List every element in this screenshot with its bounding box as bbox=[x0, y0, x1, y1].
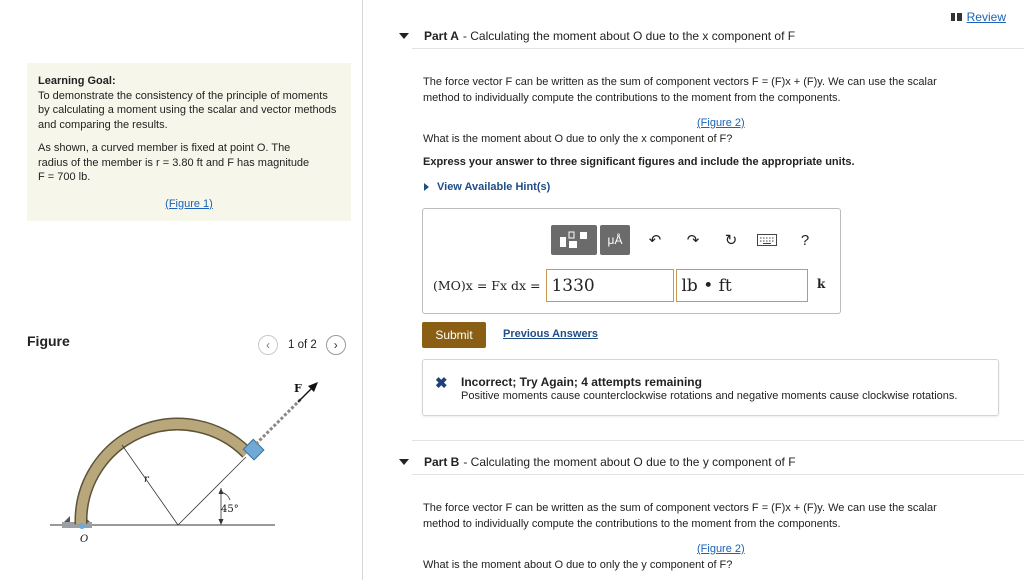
submit-button[interactable]: Submit bbox=[422, 322, 486, 348]
part-b-figure-2-link[interactable]: (Figure 2) bbox=[697, 543, 745, 555]
feedback-title: Incorrect; Try Again; 4 attempts remaining bbox=[461, 375, 702, 389]
point-o-marker bbox=[79, 523, 85, 529]
end-bracket bbox=[243, 439, 264, 460]
part-a-label: Part A bbox=[424, 29, 459, 43]
part-a-title: - Calculating the moment about O due to the x component of F bbox=[462, 29, 796, 43]
part-b-label: Part B bbox=[424, 455, 460, 469]
incorrect-x-icon: ✖ bbox=[435, 375, 448, 392]
problem-line-2: radius of the member is r = 3.80 ft and F has magnitude bbox=[38, 156, 310, 169]
review-link[interactable] bbox=[951, 10, 1006, 24]
part-b-intro bbox=[423, 500, 1008, 532]
part-b-header[interactable] bbox=[399, 455, 796, 469]
templates-icon bbox=[559, 231, 589, 249]
equation-label: (MO)x = Fx dx = bbox=[433, 278, 541, 293]
units-label: μÅ bbox=[607, 233, 623, 247]
hint-arrow-icon bbox=[424, 183, 429, 191]
answer-row bbox=[433, 269, 808, 302]
redo-button[interactable] bbox=[680, 225, 706, 255]
problem-line-3: F = 700 lb. bbox=[38, 171, 91, 183]
redo-icon: ↷ bbox=[686, 232, 700, 249]
feedback-box bbox=[422, 359, 999, 416]
part-a-question: What is the moment about O due to only the x component of F? bbox=[423, 133, 733, 145]
part-a-rule bbox=[412, 48, 1024, 49]
previous-answers-link[interactable]: Previous Answers bbox=[503, 328, 598, 340]
math-toolbar bbox=[551, 225, 818, 255]
answer-box bbox=[422, 208, 841, 314]
radius-line bbox=[122, 445, 178, 525]
part-b-rule bbox=[412, 474, 1024, 475]
point-o-label: O bbox=[80, 534, 89, 545]
part-a-intro-line-1: The force vector F can be written as the sum of component vectors F = (F)x + (F)y. We can use the scalar bbox=[423, 76, 937, 88]
figure-pager bbox=[258, 335, 346, 355]
chevron-left-icon: ‹ bbox=[266, 338, 270, 352]
collapse-triangle-icon[interactable] bbox=[399, 33, 409, 39]
part-a-intro bbox=[423, 74, 1008, 106]
collapse-triangle-icon[interactable] bbox=[399, 459, 409, 465]
figure-heading: Figure bbox=[27, 333, 70, 349]
goal-text: To demonstrate the consistency of the principle of moments by calculating a moment using the scalar and vector methods and comparing the results. bbox=[38, 89, 337, 131]
feedback-message: Positive moments cause counterclockwise rotations and negative moments cause clockwise rotations. bbox=[461, 390, 958, 402]
radius-label: r bbox=[144, 474, 149, 485]
force-label: F bbox=[294, 382, 302, 395]
goal-title: Learning Goal: bbox=[38, 75, 116, 87]
part-b-top-rule bbox=[412, 440, 1024, 441]
part-b-intro-line-1: The force vector F can be written as the sum of component vectors F = (F)x + (F)y. We can use the scalar bbox=[423, 502, 937, 514]
learning-goal-panel bbox=[27, 63, 351, 221]
value-input[interactable] bbox=[546, 269, 674, 302]
part-a-intro-line-2: method to individually compute the contributions to the moment from the components. bbox=[423, 92, 841, 104]
next-figure-button[interactable] bbox=[326, 335, 346, 355]
undo-icon: ↶ bbox=[648, 232, 662, 249]
units-input[interactable] bbox=[676, 269, 808, 302]
problem-line-1: As shown, a curved member is fixed at point O. The bbox=[38, 142, 291, 154]
pager-count: 1 of 2 bbox=[288, 339, 317, 351]
part-b-title: - Calculating the moment about O due to the y component of F bbox=[463, 455, 796, 469]
part-a-instruction: Express your answer to three significant figures and include the appropriate units. bbox=[423, 156, 855, 168]
keyboard-icon bbox=[757, 234, 777, 246]
hint-label[interactable]: View Available Hint(s) bbox=[437, 181, 551, 193]
panel-divider bbox=[362, 0, 363, 580]
part-a-figure-2-link[interactable]: (Figure 2) bbox=[697, 117, 745, 129]
curved-member-figure bbox=[40, 370, 340, 548]
chevron-right-icon: › bbox=[333, 338, 338, 352]
units-button[interactable] bbox=[600, 225, 630, 255]
direction-k-label: k bbox=[817, 277, 826, 291]
undo-button[interactable] bbox=[642, 225, 668, 255]
review-icon bbox=[951, 13, 962, 21]
help-label: ? bbox=[800, 231, 810, 249]
support-tick-left bbox=[64, 516, 70, 522]
prev-figure-button[interactable] bbox=[258, 335, 278, 355]
figure-1-link[interactable]: (Figure 1) bbox=[165, 197, 213, 210]
review-label[interactable]: Review bbox=[966, 10, 1006, 24]
reset-button[interactable] bbox=[718, 225, 744, 255]
part-b-question: What is the moment about O due to only the y component of F? bbox=[423, 559, 733, 571]
templates-button[interactable] bbox=[551, 225, 597, 255]
reset-icon: ↻ bbox=[724, 232, 738, 249]
keyboard-button[interactable] bbox=[754, 225, 780, 255]
angle-arrow-down bbox=[219, 519, 224, 525]
force-link bbox=[256, 398, 302, 444]
view-hints-toggle[interactable] bbox=[424, 181, 550, 193]
help-button[interactable] bbox=[792, 225, 818, 255]
part-a-header[interactable] bbox=[399, 29, 795, 43]
part-b-intro-line-2: method to individually compute the contributions to the moment from the components. bbox=[423, 518, 841, 530]
angle-label: 45° bbox=[221, 504, 239, 515]
angle-arrow-up bbox=[219, 488, 224, 494]
